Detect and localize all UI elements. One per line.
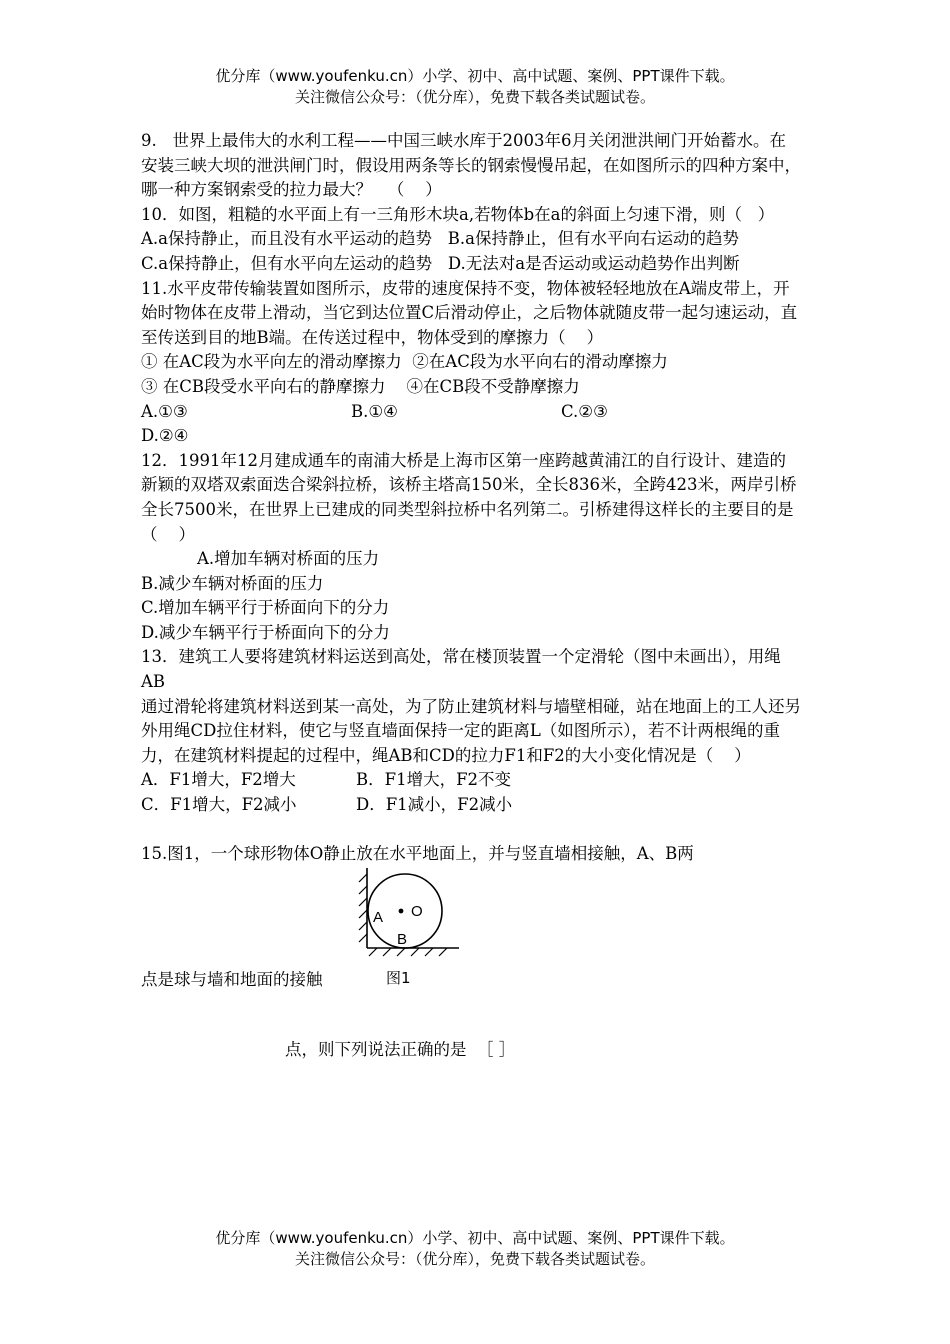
- center-point: [399, 909, 404, 914]
- figure-caption: 图1: [386, 969, 411, 988]
- option-c: C．F1增大，F2减小: [141, 795, 297, 815]
- option-d: D.②④: [141, 426, 189, 446]
- question-13-options-ab: [141, 768, 801, 793]
- page-header: [0, 66, 950, 108]
- header-line-1: 优分库（www.youfenku.cn）小学、初中、高中试题、案例、PPT课件下载。: [215, 67, 735, 85]
- question-10-options-ab: A.a保持静止，而且没有水平运动的趋势 B.a保持静止，但有水平向右运动的趋势: [141, 229, 739, 249]
- option-d: D.减少车辆平行于桥面向下的分力: [141, 622, 390, 642]
- option-b: B.减少车辆对桥面的压力: [141, 573, 324, 593]
- question-12-stem: 12．1991年12月建成通车的南浦大桥是上海市区第一座跨越黄浦江的自行设计、建造的新颖的双塔双索面迭合梁斜拉桥，该桥主塔高150米，全长836米，全跨423米，两岸引桥全长7500米，在世界上已建成的同类型斜拉桥中名列第二。引桥建得这样长的主要目的是（ ）: [141, 450, 797, 544]
- question-15-text-2: 点是球与墙和地面的接触: [141, 970, 323, 990]
- option-a: A．F1增大，F2增大: [141, 770, 296, 790]
- footer-line-1: 优分库（www.youfenku.cn）小学、初中、高中试题、案例、PPT课件下载。: [215, 1229, 735, 1247]
- header-line-2: 关注微信公众号：（优分库），免费下载各类试题试卷。: [294, 88, 655, 106]
- question-11-statements-34: ③ 在CB段受水平向右的静摩擦力 ④在CB段不受静摩擦力: [141, 376, 580, 396]
- option-a: A.增加车辆对桥面的压力: [197, 549, 380, 569]
- page-footer: [0, 1228, 950, 1270]
- option-c: C.增加车辆平行于桥面向下的分力: [141, 598, 390, 618]
- question-11-statements-12: ① 在AC段为水平向左的滑动摩擦力 ②在AC段为水平向右的滑动摩擦力: [141, 352, 668, 372]
- label-o: O: [411, 903, 423, 921]
- ground-hatching: [369, 948, 447, 956]
- option-d: D．F1减小，F2减小: [356, 795, 513, 815]
- question-13-stem-1: 13．建筑工人要将建筑材料运送到高处，常在楼顶装置一个定滑轮（图中未画出），用绳AB: [141, 647, 781, 692]
- label-a: A: [373, 909, 384, 927]
- question-15-stem: 15.图1，一个球形物体O静止放在水平地面上，并与竖直墙相接触，A、B两: [141, 843, 694, 863]
- question-11-options: [141, 400, 801, 425]
- option-c: C.②③: [561, 401, 608, 421]
- sphere-wall-figure: [351, 864, 461, 964]
- option-b: B．F1增大，F2不变: [356, 770, 512, 790]
- question-15-figure-row: [141, 866, 801, 1060]
- question-11-stem: 11.水平皮带传输装置如图所示，皮带的速度保持不变，物体被轻轻地放在A端皮带上，开始时物体在皮带上滑动，当它到达位置C后滑动停止，之后物体就随皮带一起匀速运动，直至传送到目的地B端。在传送过程中，物体受到的摩擦力（ ）: [141, 278, 798, 347]
- option-b: B.①④: [351, 401, 398, 421]
- option-a: A.①③: [141, 401, 188, 421]
- question-15-text-3: 点，则下列说法正确的是 ［ ］: [285, 1040, 516, 1060]
- question-10-options-cd: C.a保持静止，但有水平向左运动的趋势 D.无法对a是否运动或运动趋势作出判断: [141, 253, 740, 273]
- question-10-stem: 10．如图，粗糙的水平面上有一三角形木块a,若物体b在a的斜面上匀速下滑，则（ ）: [141, 204, 775, 224]
- footer-line-2: 关注微信公众号：（优分库），免费下载各类试题试卷。: [294, 1250, 655, 1268]
- label-b: B: [397, 931, 408, 949]
- document-body: [141, 129, 801, 1060]
- question-13-options-cd: [141, 793, 801, 818]
- question-9: 9. 世界上最伟大的水利工程——中国三峡水库于2003年6月关闭泄洪闸门开始蓄水。在安装三峡大坝的泄洪闸门时，假设用两条等长的钢索慢慢吊起，在如图所示的四种方案中，哪一种方案钢索受的拉力最大？ （ ）: [141, 131, 801, 200]
- question-13-stem-2: 通过滑轮将建筑材料送到某一高处，为了防止建筑材料与墙壁相碰，站在地面上的工人还另外用绳CD拉住材料，使它与竖直墙面保持一定的距离L（如图所示），若不计两根绳的重力，在建筑材料提起的过程中，绳AB和CD的拉力F1和F2的大小变化情况是（ ）: [141, 696, 801, 765]
- wall-hatching: [359, 874, 367, 942]
